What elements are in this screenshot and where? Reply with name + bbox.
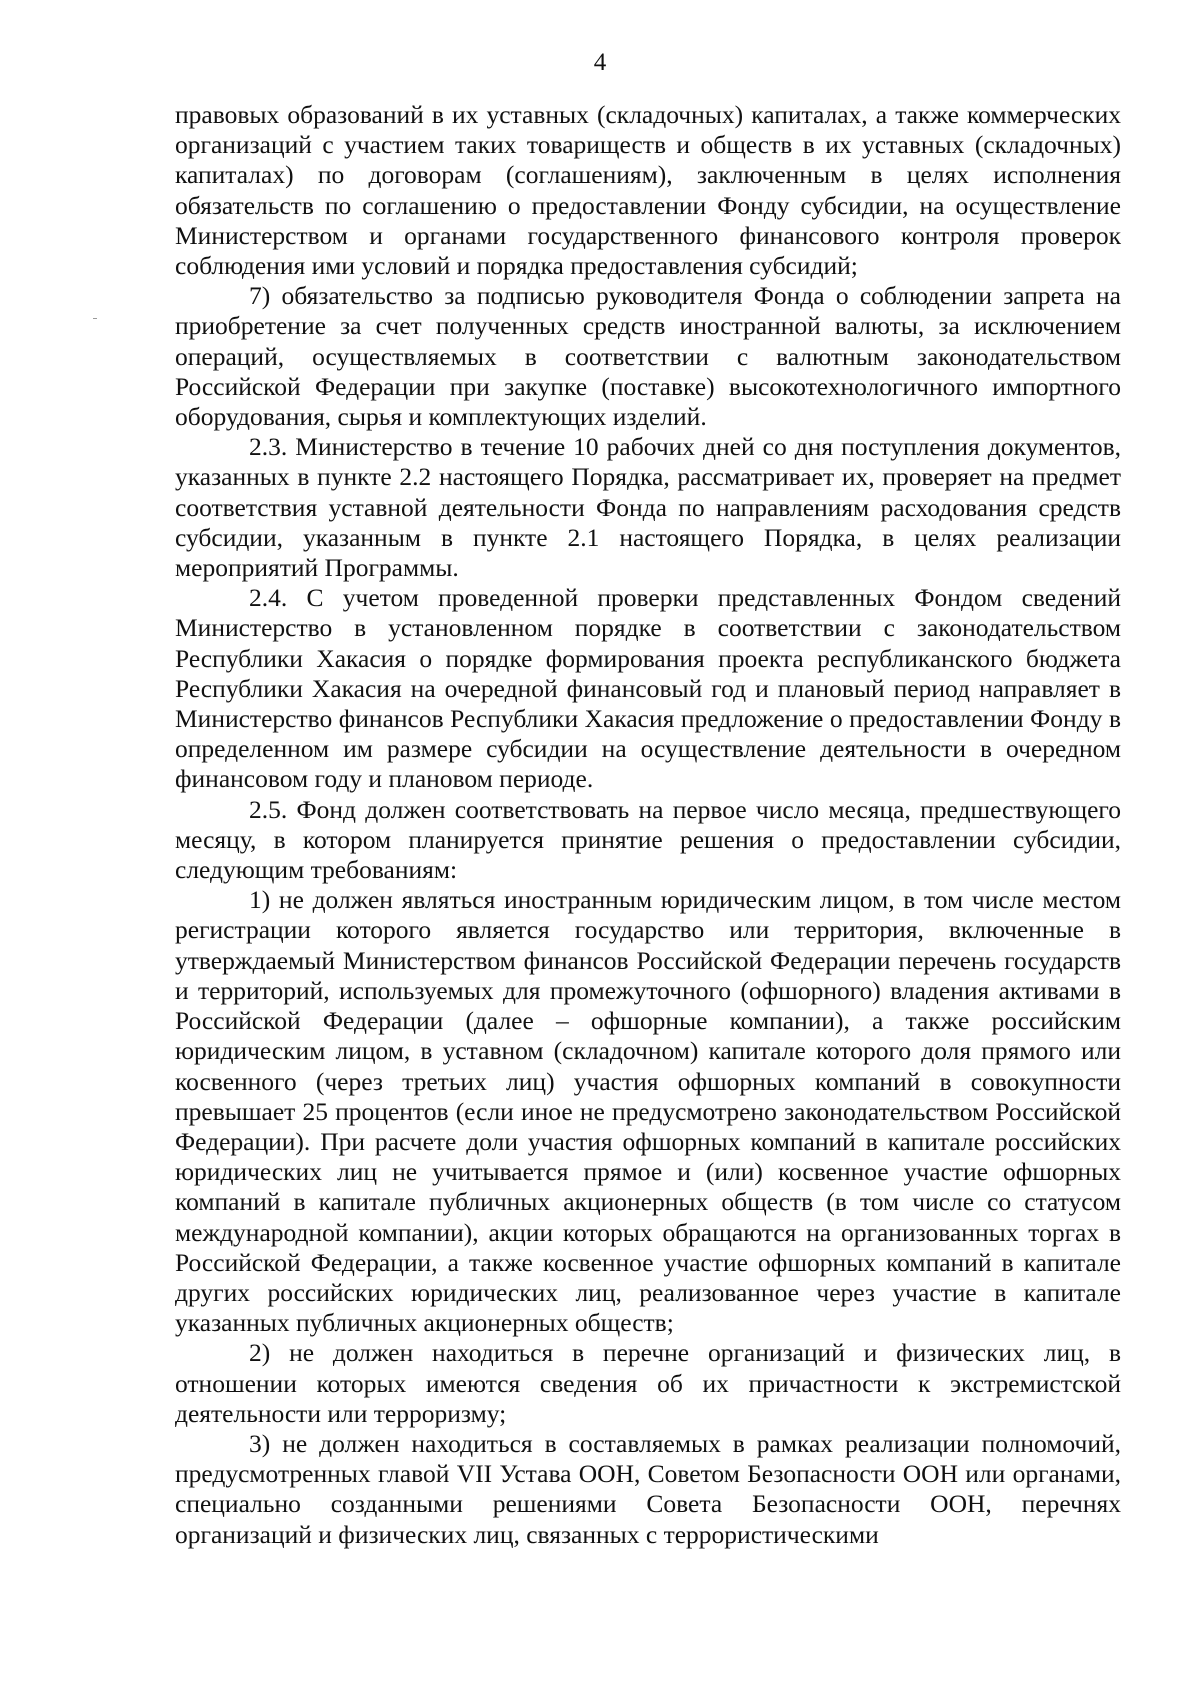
document-body [175, 100, 1121, 1550]
paragraph-2-4: 2.4. С учетом проведенной проверки представленных Фондом сведений Министерство в установленном порядке в соответствии с законодательством Республики Хакасия о порядке формирования проекта республиканского бюджета Республики Хакасия на очередной финансовый год и плановый период направляет в Министерство финансов Республики Хакасия предложение о предоставлении Фонду в определенном им размере субсидии на осуществление деятельности в очередном финансовом году и плановом периоде. [175, 583, 1121, 794]
paragraph-continuation: правовых образований в их уставных (складочных) капиталах, а также коммерческих организаций с участием таких товариществ и обществ в их уставных (складочных) капиталах) по договорам (соглашениям), заключенным в целях исполнения обязательств по соглашению о предоставлении Фонду субсидии, на осуществление Министерством и органами государственного финансового контроля проверок соблюдения ими условий и порядка предоставления субсидий; [175, 100, 1121, 281]
paragraph-requirement-2: 2) не должен находиться в перечне организаций и физических лиц, в отношении которых имеются сведения об их причастности к экстремистской деятельности или терроризму; [175, 1338, 1121, 1428]
paragraph-2-5: 2.5. Фонд должен соответствовать на первое число месяца, предшествующего месяцу, в котором планируется принятие решения о предоставлении субсидии, следующим требованиям: [175, 794, 1121, 885]
paragraph-requirement-1: 1) не должен являться иностранным юридическим лицом, в том числе местом регистрации которого является государство или территория, включенные в утверждаемый Министерством финансов Российской Федерации перечень государств и территорий, используемых для промежуточного (офшорного) владения активами в Российской Федерации (далее – офшорные компании), а также российским юридическим лицом, в уставном (складочном) капитале которого доля прямого или косвенного (через третьих лиц) участия офшорных компаний в совокупности превышает 25 процентов (если иное не предусмотрено законодательством Российской Федерации). При расчете доли участия офшорных компаний в капитале российских юридических лиц не учитывается прямое и (или) косвенное участие офшорных компаний в капитале публичных акционерных обществ (в том числе со статусом международной компании), акции которых обращаются на организованных торгах в Российской Федерации, а также косвенное участие офшорных компаний в капитале других российских юридических лиц, реализованное через участие в капитале указанных публичных акционерных обществ; [175, 885, 1121, 1338]
paragraph-requirement-3: 3) не должен находиться в составляемых в рамках реализации полномочий, предусмотренных главой VII Устава ООН, Советом Безопасности ООН или органами, специально созданными решениями Совета Безопасности ООН, перечнях организаций и физических лиц, связанных с террористическими [175, 1428, 1121, 1549]
paragraph-2-3: 2.3. Министерство в течение 10 рабочих дней со дня поступления документов, указанных в пункте 2.2 настоящего Порядка, рассматривает их, проверяет на предмет соответствия уставной деятельности Фонда по направлениям расходования средств субсидии, указанным в пункте 2.1 настоящего Порядка, в целях реализации мероприятий Программы. [175, 432, 1121, 583]
scan-artifact [93, 318, 97, 319]
paragraph-item-7: 7) обязательство за подписью руководителя Фонда о соблюдении запрета на приобретение за счет полученных средств иностранной валюты, за исключением операций, осуществляемых в соответствии с валютным законодательством Российской Федерации при закупке (поставке) высокотехнологичного импортного оборудования, сырья и комплектующих изделий. [175, 281, 1121, 432]
page-number: 4 [593, 49, 607, 76]
